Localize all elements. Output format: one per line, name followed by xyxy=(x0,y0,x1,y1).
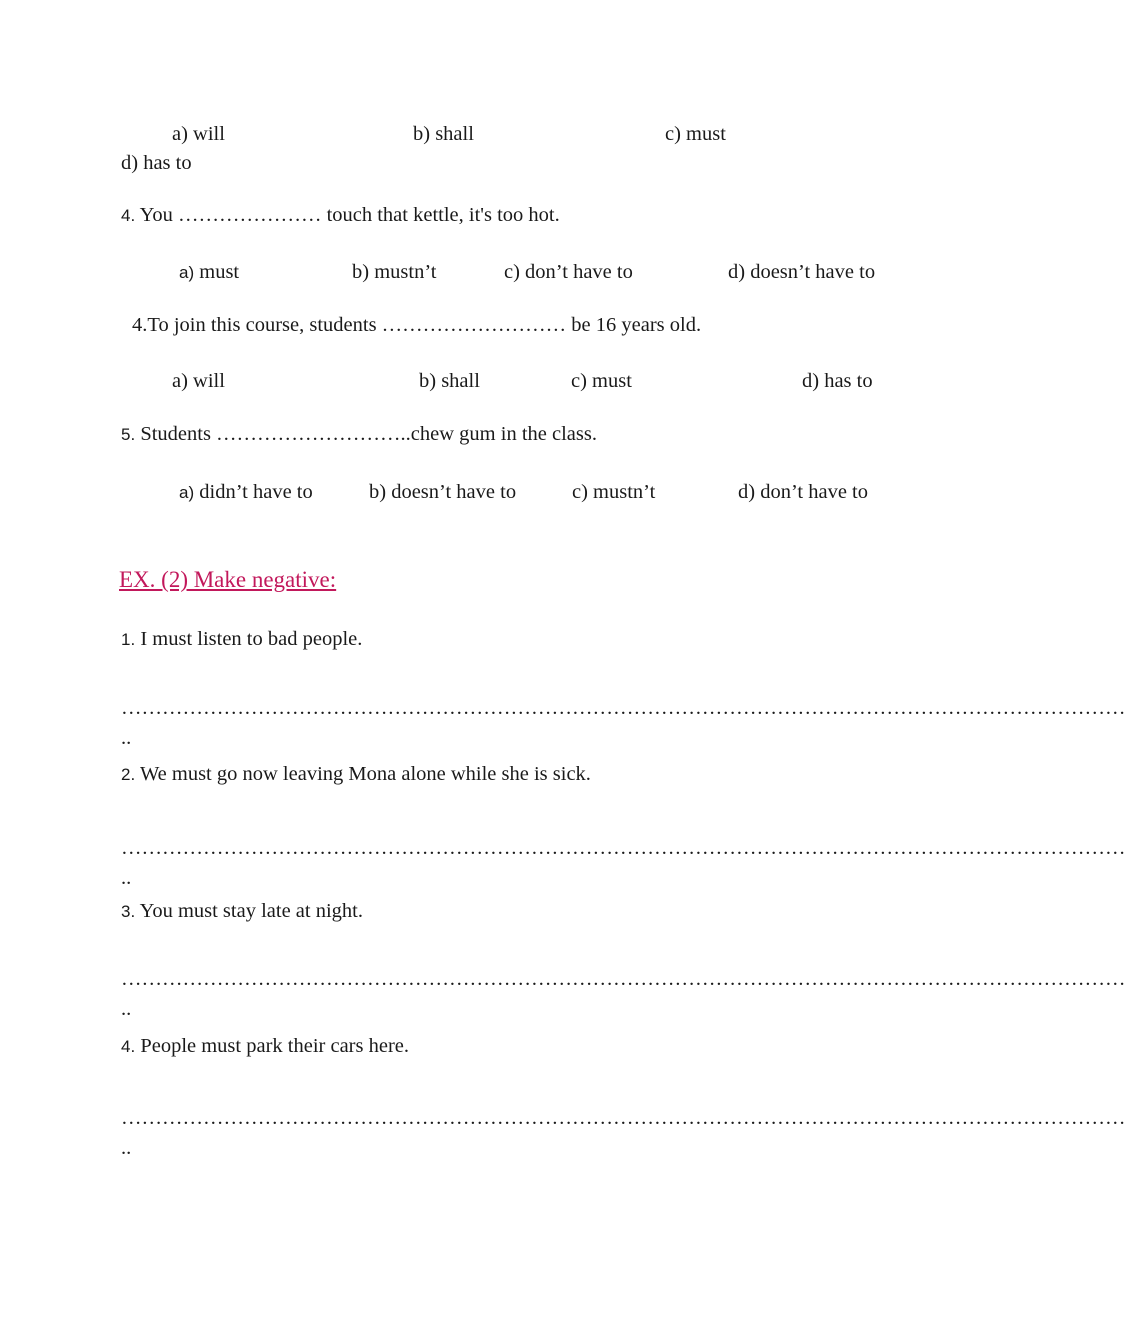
question-number: 4. xyxy=(121,206,136,225)
answer-line-1-tail: .. xyxy=(121,727,132,749)
question-5 xyxy=(121,424,597,445)
q4a-option-a xyxy=(179,262,239,283)
item-number: 2. xyxy=(121,765,136,784)
item-text: People must park their cars here. xyxy=(140,1035,409,1057)
ex2-item-2 xyxy=(121,764,591,785)
answer-line-3-tail: .. xyxy=(121,998,132,1020)
question-text: Students ………………………..chew gum in the class. xyxy=(140,423,597,445)
q5-option-d: d) don’t have to xyxy=(738,481,868,503)
q5-option-a xyxy=(179,482,313,503)
answer-line-2-tail: .. xyxy=(121,867,132,889)
item-text: I must listen to bad people. xyxy=(140,628,363,650)
answer-line-4[interactable]: ………………………………………………………………………………………………………………………………… xyxy=(121,1107,1126,1129)
option-letter: a) xyxy=(179,483,195,502)
ex2-item-4 xyxy=(121,1036,409,1057)
q5-option-c: c) mustn’t xyxy=(572,481,656,503)
q4a-option-b: b) mustn’t xyxy=(352,261,437,283)
q3-option-d: d) has to xyxy=(121,152,192,174)
q3-option-a: a) will xyxy=(172,123,225,145)
option-text: must xyxy=(199,261,240,283)
q3-option-c: c) must xyxy=(665,123,726,145)
item-text: We must go now leaving Mona alone while she is sick. xyxy=(139,763,591,785)
q4b-option-d: d) has to xyxy=(802,370,873,392)
option-text: didn’t have to xyxy=(199,481,313,503)
question-4b: 4.To join this course, students ……………………… be 16 years old. xyxy=(132,314,702,336)
answer-line-3[interactable]: ………………………………………………………………………………………………………………………………… xyxy=(121,968,1126,990)
ex2-item-1 xyxy=(121,629,362,650)
q3-option-b: b) shall xyxy=(413,123,474,145)
item-number: 4. xyxy=(121,1037,136,1056)
q4a-option-c: c) don’t have to xyxy=(504,261,633,283)
item-number: 3. xyxy=(121,902,136,921)
question-number: 5. xyxy=(121,425,136,444)
q4b-option-c: c) must xyxy=(571,370,632,392)
exercise-2-heading: EX. (2) Make negative: xyxy=(119,567,337,592)
answer-line-4-tail: .. xyxy=(121,1137,132,1159)
question-text: You ………………… touch that kettle, it's too hot. xyxy=(139,204,560,226)
q5-option-b: b) doesn’t have to xyxy=(369,481,517,503)
q4b-option-a: a) will xyxy=(172,370,225,392)
answer-line-1[interactable]: ………………………………………………………………………………………………………………………………… xyxy=(121,697,1126,719)
answer-line-2[interactable]: ………………………………………………………………………………………………………………………………… xyxy=(121,837,1126,859)
q4a-option-d: d) doesn’t have to xyxy=(728,261,876,283)
item-number: 1. xyxy=(121,630,136,649)
option-letter: a) xyxy=(179,263,195,282)
q4b-option-b: b) shall xyxy=(419,370,480,392)
ex2-item-3 xyxy=(121,901,363,922)
question-4a xyxy=(121,205,560,226)
item-text: You must stay late at night. xyxy=(139,900,363,922)
